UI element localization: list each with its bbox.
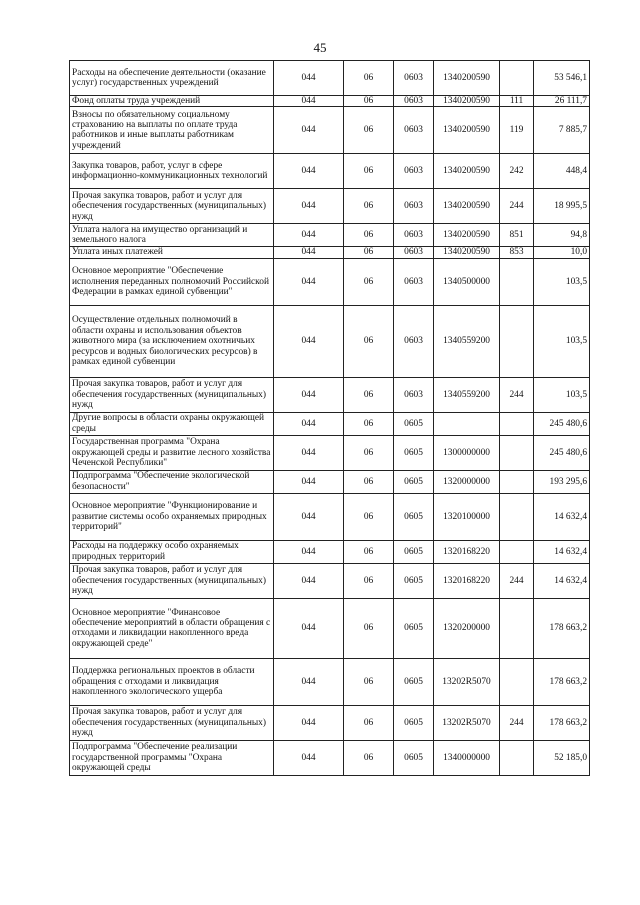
table-row [70, 540, 590, 563]
table-row [70, 224, 590, 247]
row-section-code: 06 [344, 563, 394, 598]
row-subsection-code: 0605 [394, 563, 434, 598]
table-row [70, 61, 590, 96]
row-ministry-code: 044 [274, 435, 344, 470]
row-expense-type: 111 [500, 96, 534, 107]
table-row [70, 412, 590, 435]
row-subsection-code: 0605 [394, 435, 434, 470]
row-ministry-code: 044 [274, 258, 344, 305]
row-target-code: 1320168220 [434, 563, 500, 598]
table-row [70, 96, 590, 107]
table-row [70, 563, 590, 598]
row-name: Основное мероприятие "Функционирование и развитие системы особо охраняемых природных территорий" [70, 493, 274, 540]
row-amount: 14 632,4 [534, 540, 590, 563]
row-expense-type [500, 412, 534, 435]
row-amount: 14 632,4 [534, 563, 590, 598]
table-row [70, 107, 590, 154]
row-amount: 53 546,1 [534, 61, 590, 96]
row-target-code: 1340200590 [434, 224, 500, 247]
row-target-code: 1340200590 [434, 107, 500, 154]
row-expense-type [500, 61, 534, 96]
row-expense-type [500, 540, 534, 563]
row-name: Прочая закупка товаров, работ и услуг для обеспечения государственных (муниципальных) нужд [70, 189, 274, 224]
row-section-code: 06 [344, 598, 394, 658]
row-subsection-code: 0605 [394, 540, 434, 563]
table-row [70, 705, 590, 740]
row-expense-type [500, 258, 534, 305]
row-amount: 178 663,2 [534, 598, 590, 658]
row-name: Уплата иных платежей [70, 247, 274, 258]
row-ministry-code: 044 [274, 493, 344, 540]
row-amount: 245 480,6 [534, 435, 590, 470]
row-subsection-code: 0605 [394, 740, 434, 775]
row-section-code: 06 [344, 247, 394, 258]
row-expense-type [500, 658, 534, 705]
row-name: Другие вопросы в области охраны окружающей среды [70, 412, 274, 435]
row-subsection-code: 0603 [394, 189, 434, 224]
row-expense-type: 244 [500, 377, 534, 412]
row-subsection-code: 0605 [394, 493, 434, 540]
row-target-code: 1340500000 [434, 258, 500, 305]
row-ministry-code: 044 [274, 96, 344, 107]
row-target-code: 1340200590 [434, 96, 500, 107]
row-amount: 103,5 [534, 258, 590, 305]
row-name: Прочая закупка товаров, работ и услуг для обеспечения государственных (муниципальных) нужд [70, 705, 274, 740]
row-subsection-code: 0603 [394, 305, 434, 377]
row-expense-type [500, 305, 534, 377]
row-section-code: 06 [344, 61, 394, 96]
row-expense-type: 244 [500, 705, 534, 740]
row-target-code: 1340200590 [434, 247, 500, 258]
row-section-code: 06 [344, 107, 394, 154]
row-name: Основное мероприятие "Обеспечение исполнения переданных полномочий Российской Федерации в рамках единой субвенции" [70, 258, 274, 305]
row-ministry-code: 044 [274, 224, 344, 247]
row-expense-type: 244 [500, 189, 534, 224]
row-section-code: 06 [344, 412, 394, 435]
row-section-code: 06 [344, 435, 394, 470]
row-amount: 448,4 [534, 154, 590, 189]
row-section-code: 06 [344, 377, 394, 412]
row-amount: 178 663,2 [534, 705, 590, 740]
row-subsection-code: 0605 [394, 658, 434, 705]
row-amount: 14 632,4 [534, 493, 590, 540]
row-target-code: 1320200000 [434, 598, 500, 658]
row-name: Закупка товаров, работ, услуг в сфере информационно-коммуникационных технологий [70, 154, 274, 189]
row-name: Осуществление отдельных полномочий в области охраны и использования объектов животного мира (за исключением охотничьих ресурсов и водных биологических ресурсов) в рамках единой субвенции [70, 305, 274, 377]
row-section-code: 06 [344, 705, 394, 740]
row-amount: 94,8 [534, 224, 590, 247]
row-amount: 7 885,7 [534, 107, 590, 154]
table-row [70, 740, 590, 775]
row-section-code: 06 [344, 540, 394, 563]
table-row [70, 598, 590, 658]
row-ministry-code: 044 [274, 658, 344, 705]
row-ministry-code: 044 [274, 107, 344, 154]
row-subsection-code: 0603 [394, 154, 434, 189]
budget-table [69, 60, 590, 776]
row-expense-type [500, 435, 534, 470]
row-expense-type: 853 [500, 247, 534, 258]
row-section-code: 06 [344, 154, 394, 189]
row-name: Расходы на поддержку особо охраняемых природных территорий [70, 540, 274, 563]
row-subsection-code: 0603 [394, 61, 434, 96]
row-subsection-code: 0603 [394, 377, 434, 412]
row-subsection-code: 0603 [394, 258, 434, 305]
row-name: Поддержка региональных проектов в области обращения с отходами и ликвидация накопленного экологического ущерба [70, 658, 274, 705]
row-target-code: 13202R5070 [434, 705, 500, 740]
row-expense-type [500, 470, 534, 493]
row-subsection-code: 0605 [394, 470, 434, 493]
row-section-code: 06 [344, 493, 394, 540]
row-section-code: 06 [344, 258, 394, 305]
row-expense-type [500, 598, 534, 658]
table-row [70, 377, 590, 412]
row-subsection-code: 0603 [394, 107, 434, 154]
row-subsection-code: 0603 [394, 96, 434, 107]
row-section-code: 06 [344, 224, 394, 247]
row-amount: 52 185,0 [534, 740, 590, 775]
row-amount: 103,5 [534, 305, 590, 377]
row-ministry-code: 044 [274, 189, 344, 224]
table-row [70, 154, 590, 189]
row-ministry-code: 044 [274, 377, 344, 412]
row-target-code: 1340559200 [434, 377, 500, 412]
row-name: Прочая закупка товаров, работ и услуг для обеспечения государственных (муниципальных) нужд [70, 377, 274, 412]
row-amount: 178 663,2 [534, 658, 590, 705]
row-section-code: 06 [344, 658, 394, 705]
row-target-code [434, 412, 500, 435]
row-ministry-code: 044 [274, 247, 344, 258]
row-expense-type: 851 [500, 224, 534, 247]
row-name: Государственная программа "Охрана окружающей среды и развитие лесного хозяйства Чеченской Республики" [70, 435, 274, 470]
row-name: Основное мероприятие "Финансовое обеспечение мероприятий в области обращения с отходами и ликвидации накопленного вреда окружающей среде" [70, 598, 274, 658]
row-target-code: 1340200590 [434, 189, 500, 224]
row-amount: 193 295,6 [534, 470, 590, 493]
row-name: Прочая закупка товаров, работ и услуг для обеспечения государственных (муниципальных) нужд [70, 563, 274, 598]
table-row [70, 247, 590, 258]
row-subsection-code: 0603 [394, 224, 434, 247]
row-expense-type: 119 [500, 107, 534, 154]
row-name: Расходы на обеспечение деятельности (оказание услуг) государственных учреждений [70, 61, 274, 96]
row-amount: 10,0 [534, 247, 590, 258]
table-row [70, 435, 590, 470]
row-section-code: 06 [344, 470, 394, 493]
row-ministry-code: 044 [274, 540, 344, 563]
row-ministry-code: 044 [274, 598, 344, 658]
row-target-code: 1320100000 [434, 493, 500, 540]
row-expense-type: 244 [500, 563, 534, 598]
row-section-code: 06 [344, 96, 394, 107]
row-section-code: 06 [344, 740, 394, 775]
row-ministry-code: 044 [274, 470, 344, 493]
row-target-code: 1340200590 [434, 61, 500, 96]
row-ministry-code: 044 [274, 563, 344, 598]
row-name: Взносы по обязательному социальному страхованию на выплаты по оплате труда работников и иные выплаты работникам учреждений [70, 107, 274, 154]
row-section-code: 06 [344, 189, 394, 224]
row-target-code: 1300000000 [434, 435, 500, 470]
table-row [70, 258, 590, 305]
row-subsection-code: 0603 [394, 247, 434, 258]
row-target-code: 1320000000 [434, 470, 500, 493]
table-row [70, 305, 590, 377]
row-expense-type [500, 740, 534, 775]
row-expense-type [500, 493, 534, 540]
row-section-code: 06 [344, 305, 394, 377]
row-amount: 18 995,5 [534, 189, 590, 224]
row-ministry-code: 044 [274, 740, 344, 775]
row-amount: 26 111,7 [534, 96, 590, 107]
row-expense-type: 242 [500, 154, 534, 189]
row-target-code: 1320168220 [434, 540, 500, 563]
row-ministry-code: 044 [274, 154, 344, 189]
row-ministry-code: 044 [274, 705, 344, 740]
row-subsection-code: 0605 [394, 598, 434, 658]
row-subsection-code: 0605 [394, 412, 434, 435]
table-row [70, 493, 590, 540]
table-row [70, 470, 590, 493]
row-ministry-code: 044 [274, 61, 344, 96]
row-name: Подпрограмма "Обеспечение реализации государственной программы "Охрана окружающей среды [70, 740, 274, 775]
row-name: Фонд оплаты труда учреждений [70, 96, 274, 107]
row-amount: 103,5 [534, 377, 590, 412]
row-ministry-code: 044 [274, 412, 344, 435]
row-target-code: 1340000000 [434, 740, 500, 775]
row-target-code: 13202R5070 [434, 658, 500, 705]
table-body [70, 61, 590, 776]
row-name: Уплата налога на имущество организаций и земельного налога [70, 224, 274, 247]
row-name: Подпрограмма "Обеспечение экологической безопасности" [70, 470, 274, 493]
row-ministry-code: 044 [274, 305, 344, 377]
table-row [70, 658, 590, 705]
row-target-code: 1340200590 [434, 154, 500, 189]
row-amount: 245 480,6 [534, 412, 590, 435]
page-number: 45 [313, 40, 327, 55]
row-target-code: 1340559200 [434, 305, 500, 377]
table-row [70, 189, 590, 224]
row-subsection-code: 0605 [394, 705, 434, 740]
